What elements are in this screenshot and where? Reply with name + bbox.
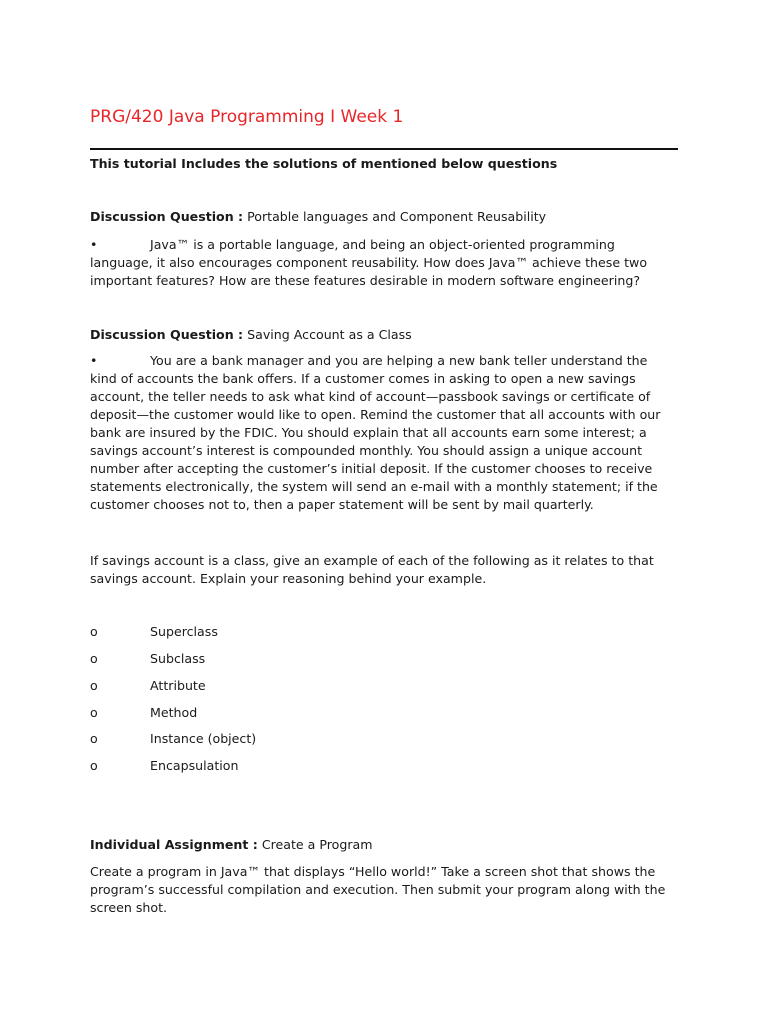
document-title: PRG/420 Java Programming I Week 1 (90, 107, 404, 127)
dq2-label: Discussion Question : (90, 327, 244, 342)
dq2-topic: Saving Account as a Class (247, 327, 412, 342)
assignment-text: Create a program in Java™ that displays “Hello world!” Take a screen shot that shows the program’s successful compilation and execution. Then submit your program along with the screen shot. (90, 864, 666, 915)
bullet-icon: • (90, 353, 98, 368)
dq1-heading (90, 208, 546, 226)
list-marker: o (90, 705, 98, 720)
list-item-label: Method (150, 705, 198, 720)
list-item-label: Superclass (150, 624, 218, 639)
list-marker: o (90, 758, 98, 773)
dq2-question (90, 352, 678, 514)
list-marker: o (90, 651, 98, 666)
dq1-topic: Portable languages and Component Reusability (247, 209, 547, 224)
assignment-label: Individual Assignment : (90, 837, 258, 852)
dq2-text: You are a bank manager and you are helping a new bank teller understand the kind of accounts the bank offers. If a customer comes in asking to open a new savings account, the teller needs to ask what kind of account—passbook savings or certificate of deposit—the customer would like to open. Remind the customer that all accounts with our bank are insured by the FDIC. You should explain that all accounts earn some interest; a savings account’s interest is compounded monthly. You should assign a unique account number after accepting the customer’s initial deposit. If the customer chooses to receive statements electronically, the system will send an e-mail with a monthly statement; if the customer chooses not to, then a paper statement will be sent by mail quarterly. (90, 353, 661, 512)
class-prompt: If savings account is a class, give an example of each of the following as it relates to that savings account. Explain your reasoning behind your example. (90, 553, 654, 586)
dq1-question (90, 236, 678, 290)
list-marker: o (90, 731, 98, 746)
assignment-topic: Create a Program (261, 837, 373, 852)
list-item-label: Instance (object) (150, 731, 257, 746)
dq1-label: Discussion Question : (90, 209, 244, 224)
list-item (90, 704, 197, 722)
list-item-label: Subclass (150, 651, 206, 666)
list-item-label: Attribute (150, 678, 206, 693)
list-item (90, 677, 206, 695)
list-marker: o (90, 624, 98, 639)
list-item-label: Encapsulation (150, 758, 239, 773)
list-item (90, 623, 218, 641)
title-divider (90, 148, 678, 150)
list-item (90, 757, 238, 775)
list-item (90, 650, 205, 668)
dq2-heading (90, 326, 412, 344)
bullet-icon: • (90, 237, 98, 252)
assignment-heading (90, 836, 373, 854)
list-marker: o (90, 678, 98, 693)
list-item (90, 730, 256, 748)
intro-text: This tutorial Includes the solutions of mentioned below questions (90, 156, 558, 171)
dq1-text: Java™ is a portable language, and being an object-oriented programming language, it also encourages component reusability. How does Java™ achieve these two important features? How are these features desirable in modern software engineering? (90, 237, 648, 288)
